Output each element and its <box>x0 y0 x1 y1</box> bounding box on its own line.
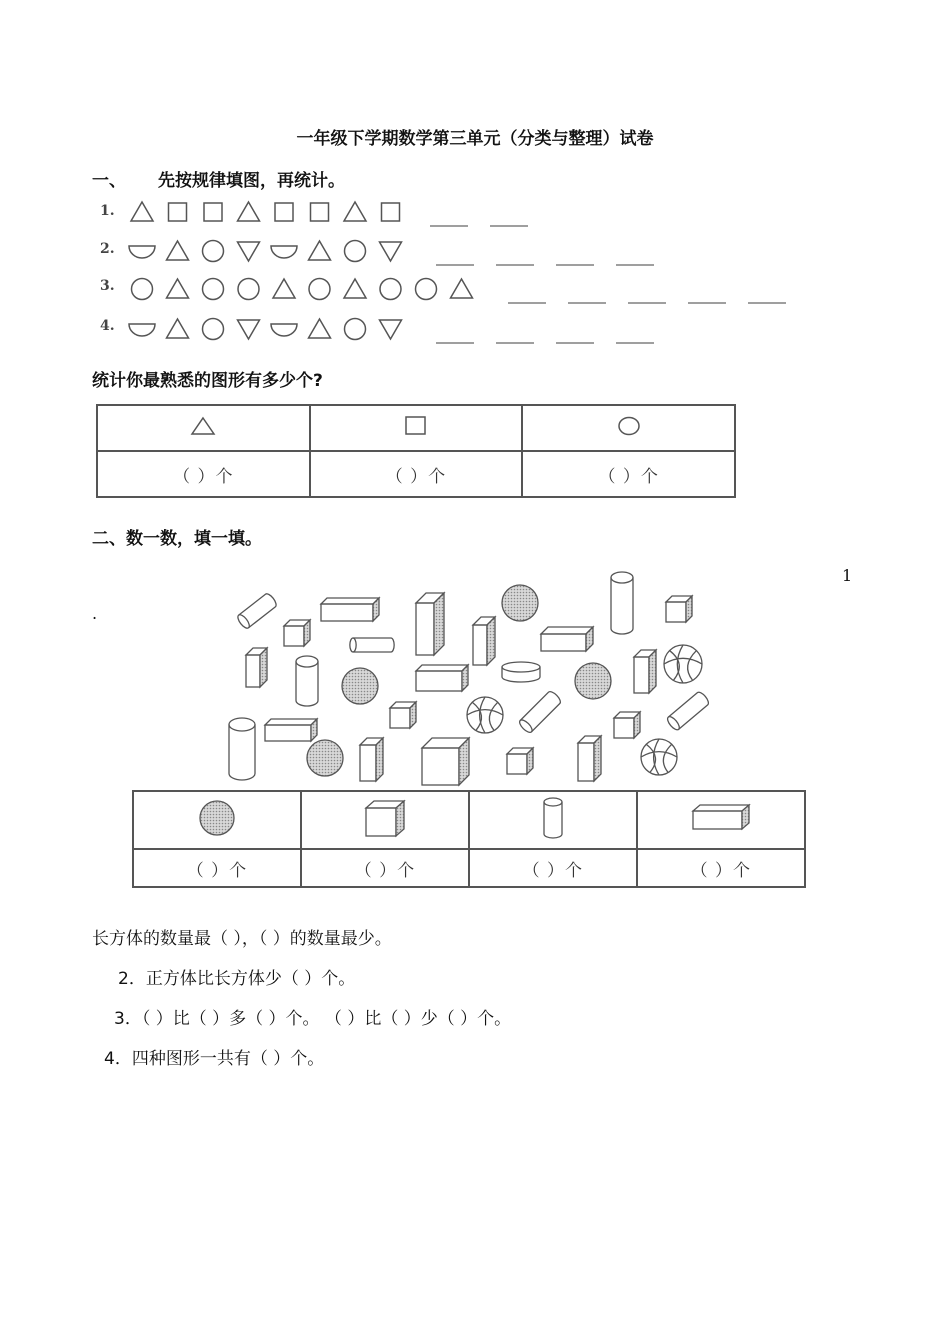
cuboid-icon <box>473 617 495 665</box>
count-cuboid[interactable]: （ ）个 <box>637 849 805 887</box>
cuboid-icon <box>416 593 444 655</box>
ball-icon <box>467 697 503 733</box>
count-sphere[interactable]: （ ）个 <box>133 849 301 887</box>
cube-icon <box>507 748 533 774</box>
question-2[interactable]: 2．正方体比长方体少（ ）个。 <box>118 969 356 989</box>
cylinder-icon <box>666 690 711 731</box>
cylinder-icon <box>611 572 633 634</box>
row3-label: 3. <box>100 278 115 294</box>
cuboid-icon <box>578 736 601 781</box>
sphere-icon <box>197 798 237 838</box>
cylinder-icon <box>518 690 563 735</box>
page-number: 1 <box>842 566 853 585</box>
section1-number: 一、 <box>92 171 126 191</box>
ball-icon <box>641 739 677 775</box>
question-4[interactable]: 4．四种图形一共有（ ）个。 <box>104 1049 325 1069</box>
cube-icon <box>390 702 416 728</box>
section2-heading: 二、数一数，填一填。 <box>92 529 262 549</box>
count-cell-cylinder <box>469 791 637 849</box>
section1-heading: 先按规律填图，再统计。 <box>158 171 345 191</box>
count-cube[interactable]: （ ）个 <box>301 849 469 887</box>
cuboid-icon <box>634 650 656 693</box>
stat-count-triangle[interactable]: （ ）个 <box>97 451 310 497</box>
cuboid-icon <box>360 738 383 781</box>
row2-label: 2. <box>100 241 115 257</box>
cuboid-icon <box>416 665 468 691</box>
stat-count-circle[interactable]: （ ）个 <box>522 451 735 497</box>
page-title: 一年级下学期数学第三单元（分类与整理）试卷 <box>296 129 654 149</box>
stat-count-square[interactable]: （ ）个 <box>310 451 523 497</box>
count-cell-cuboid <box>637 791 805 849</box>
row4-label: 4. <box>100 318 115 334</box>
ball-icon <box>664 645 702 683</box>
count-cell-cube <box>301 791 469 849</box>
cuboid-icon <box>246 648 267 687</box>
cuboid-icon <box>265 719 317 741</box>
cuboid-icon <box>690 803 752 833</box>
cube-icon <box>284 620 310 646</box>
cube-icon <box>666 596 692 622</box>
row1-label: 1. <box>100 203 115 219</box>
question-1[interactable]: 长方体的数量最（ ），（ ）的数量最少。 <box>92 929 392 949</box>
question-3[interactable]: 3．（ ）比（ ）多（ ）个。 （ ）比（ ）少（ ）个。 <box>114 1009 512 1029</box>
stray-dot: . <box>92 604 98 623</box>
cuboid-icon <box>321 598 379 621</box>
cylinder-icon <box>350 638 394 652</box>
sphere-icon <box>307 740 343 776</box>
cylinder-icon <box>229 718 255 780</box>
cube-icon <box>363 798 407 838</box>
sphere-icon <box>502 585 538 621</box>
cylinder-icon <box>296 656 318 706</box>
cuboid-icon <box>541 627 593 651</box>
cylinder-icon <box>236 592 278 630</box>
stat-question: 统计你最熟悉的图形有多少个? <box>92 371 323 391</box>
count-cell-sphere <box>133 791 301 849</box>
sphere-icon <box>342 668 378 704</box>
count-cylinder[interactable]: （ ）个 <box>469 849 637 887</box>
cube-icon <box>422 738 469 785</box>
sphere-icon <box>575 663 611 699</box>
cylinder-icon <box>540 796 566 840</box>
short-cylinder-icon <box>502 662 540 682</box>
cube-icon <box>614 712 640 738</box>
count-table <box>132 790 806 888</box>
